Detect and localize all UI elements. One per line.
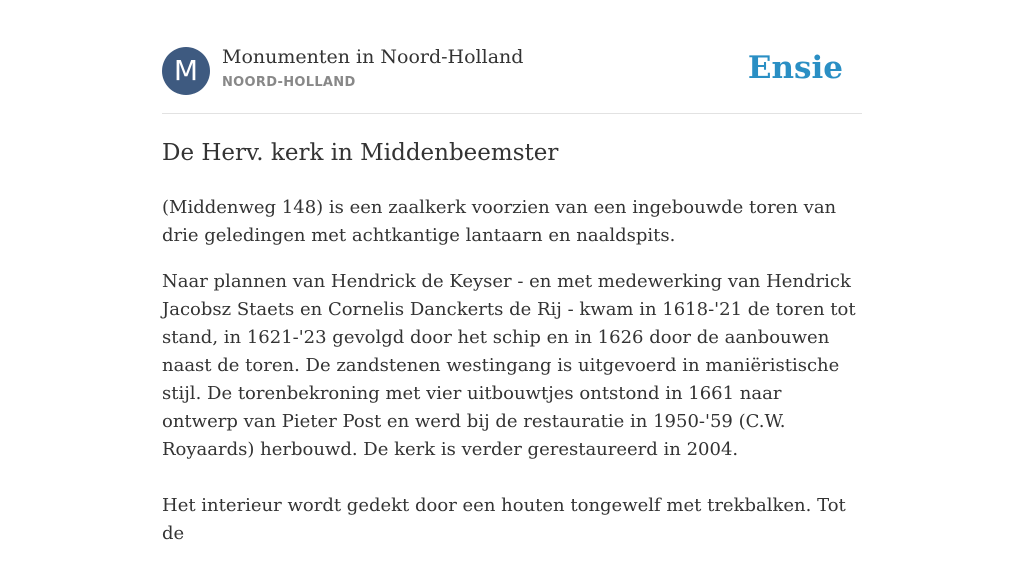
header-divider xyxy=(162,113,862,114)
article xyxy=(162,136,862,566)
article-paragraph: Naar plannen van Hendrick de Keyser - en met medewerking van Hendrick Jacobsz Staets en Cornelis Danckerts de Rij - kwam in 1618-'21 de toren tot stand, in 1621-'23 gevolgd door het schip en in 1626 door de aanbouwen naast de toren. De zandstenen westingang is uitgevoerd in maniëristische stijl. De torenbekroning met vier uitbouwtjes ontstond in 1661 naar ontwerp van Pieter Post en werd bij de restauratie in 1950-'59 (C.W. Royaards) herbouwd. De kerk is verder gerestaureerd in 2004. xyxy=(162,271,856,460)
article-paragraph: Het interieur wordt gedekt door een houten tongewelf met trekbalken. Tot de xyxy=(162,495,846,544)
header xyxy=(162,46,862,96)
site-title[interactable]: Monumenten in Noord-Holland xyxy=(222,46,524,68)
site-subtitle[interactable]: NOORD-HOLLAND xyxy=(222,75,356,90)
article-title: De Herv. kerk in Middenbeemster xyxy=(162,140,559,166)
brand-logo[interactable]: Ensie xyxy=(747,50,843,86)
avatar[interactable]: M xyxy=(162,47,210,95)
article-paragraph: (Middenweg 148) is een zaalkerk voorzien van een ingebouwde toren van drie geledingen met achtkantige lantaarn en naaldspits. xyxy=(162,197,837,246)
